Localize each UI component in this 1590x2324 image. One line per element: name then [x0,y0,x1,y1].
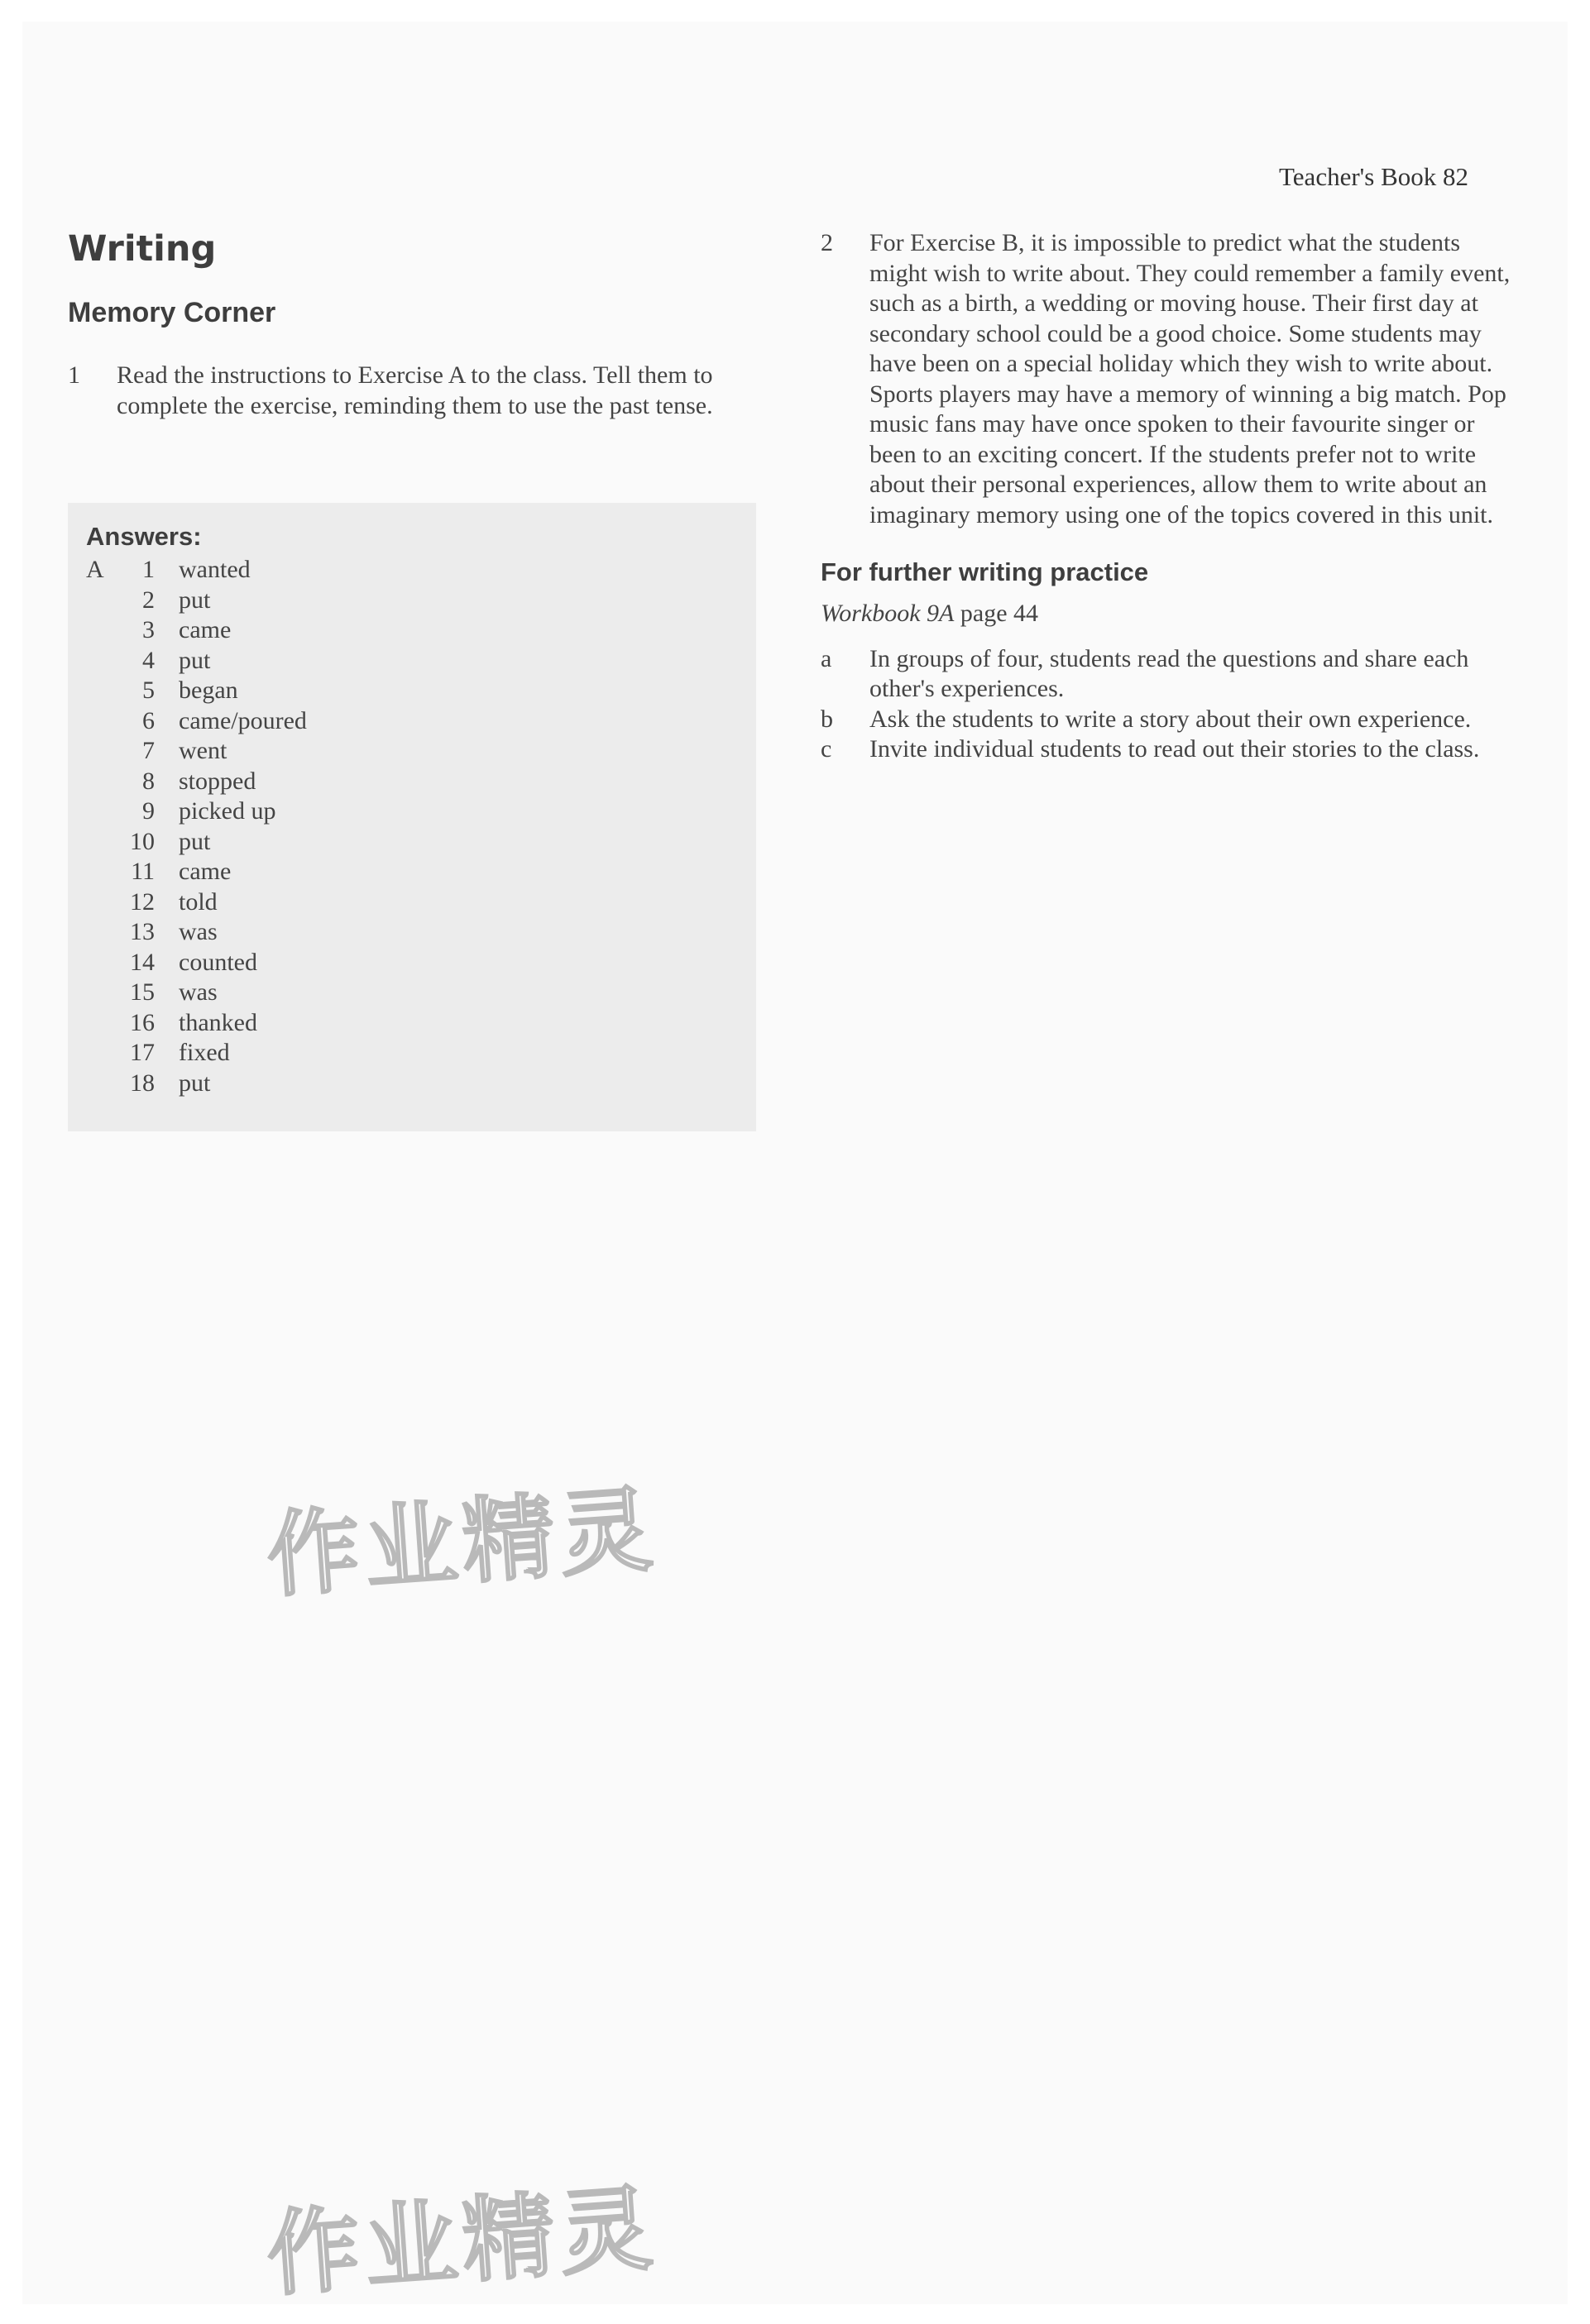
answer-number: 15 [130,978,155,1007]
answer-text: counted [179,948,257,976]
answer-number: 2 [142,586,155,614]
answer-text: came/poured [179,706,307,734]
answer-number: 6 [142,706,155,734]
answer-row [86,1008,740,1039]
answer-row [86,948,740,978]
answer-number: 16 [130,1008,155,1036]
practice-step [821,705,1516,735]
answer-row [86,706,740,737]
workbook-reference [821,599,1516,629]
practice-step [821,734,1516,765]
step-text: Invite individual students to read out their stories to the class. [869,735,1480,763]
answer-text: thanked [179,1008,257,1036]
answer-text: put [179,646,211,674]
answer-number: 3 [142,616,155,644]
answer-number: 9 [142,797,155,825]
answers-group-letter: A [86,556,104,584]
right-column [821,228,1516,765]
answer-row [86,978,740,1008]
section-title: Writing [68,228,217,270]
answer-text: put [179,1069,211,1097]
step-letter: b [821,705,833,733]
answer-text: came [179,616,232,644]
answers-box [68,503,756,1131]
answer-row [86,827,740,858]
answer-number: 4 [142,646,155,674]
answer-row [86,1069,740,1099]
step-text: Ask the students to write a story about their own experience. [869,705,1472,733]
instruction-1 [68,361,763,421]
answer-number: 18 [130,1069,155,1097]
answer-row [86,767,740,797]
step-letter: a [821,644,832,672]
answer-text: came [179,858,232,886]
answers-list [86,555,740,1098]
answer-number: 7 [142,737,155,765]
instruction-number: 2 [821,229,833,256]
answer-text: put [179,586,211,614]
running-header: Teacher's Book 82 [1279,162,1468,191]
practice-steps [821,644,1516,765]
step-letter: c [821,735,832,763]
answer-text: told [179,887,218,916]
answer-number: 12 [130,887,155,916]
answer-number: 5 [142,677,155,705]
instruction-text: For Exercise B, it is impossible to predict what the students might wish to write about. They could remember a family event, such as a birth, a wedding or moving house. Their first day at secondary school could be a good choice. Some students may have been on a special holiday which they wish to write about. Sports players may have a memory of winning a big match. Pop music fans may have once spoken to their favourite singer or been to an exciting concert. If the students prefer not to write about their personal experiences, allow them to write about an imaginary memory using one of the topics covered in this unit. [869,229,1511,528]
answer-row [86,1038,740,1069]
further-practice-title: For further writing practice [821,557,1149,586]
answer-text: went [179,737,227,765]
answer-row [86,586,740,616]
answer-row [86,676,740,706]
answer-row [86,796,740,827]
answer-row [86,615,740,646]
practice-step [821,644,1516,705]
answer-row [86,887,740,918]
instruction-number: 1 [68,361,80,390]
answer-row [86,555,740,586]
instruction-text: Read the instructions to Exercise A to the class. Tell them to complete the exercise, reminding them to use the past tense. [117,361,713,419]
answer-text: put [179,827,211,855]
answer-row [86,736,740,767]
answer-text: was [179,918,218,946]
answer-number: 11 [131,858,155,886]
answer-text: picked up [179,797,276,825]
left-column [68,228,763,421]
watermark-top: 作业精灵 [263,1475,661,1611]
answer-number: 1 [142,556,155,584]
answer-row [86,857,740,887]
answer-number: 8 [142,767,155,795]
answers-title: Answers: [86,522,202,551]
subsection-title: Memory Corner [68,296,276,328]
answer-number: 10 [130,827,155,855]
instruction-2 [821,228,1516,530]
workbook-page: page 44 [954,600,1039,628]
answer-text: stopped [179,767,256,795]
answer-text: was [179,978,218,1007]
answer-text: began [179,677,238,705]
answer-row [86,646,740,677]
answer-text: wanted [179,556,251,584]
answer-number: 13 [130,918,155,946]
answer-row [86,917,740,948]
step-text: In groups of four, students read the questions and share each other's experiences. [869,644,1469,703]
workbook-title: Workbook 9A [821,600,955,628]
watermark-bottom: 作业精灵 [263,2174,661,2310]
answer-number: 17 [130,1039,155,1067]
answer-number: 14 [130,948,155,976]
page [22,22,1568,2310]
answer-text: fixed [179,1039,230,1067]
